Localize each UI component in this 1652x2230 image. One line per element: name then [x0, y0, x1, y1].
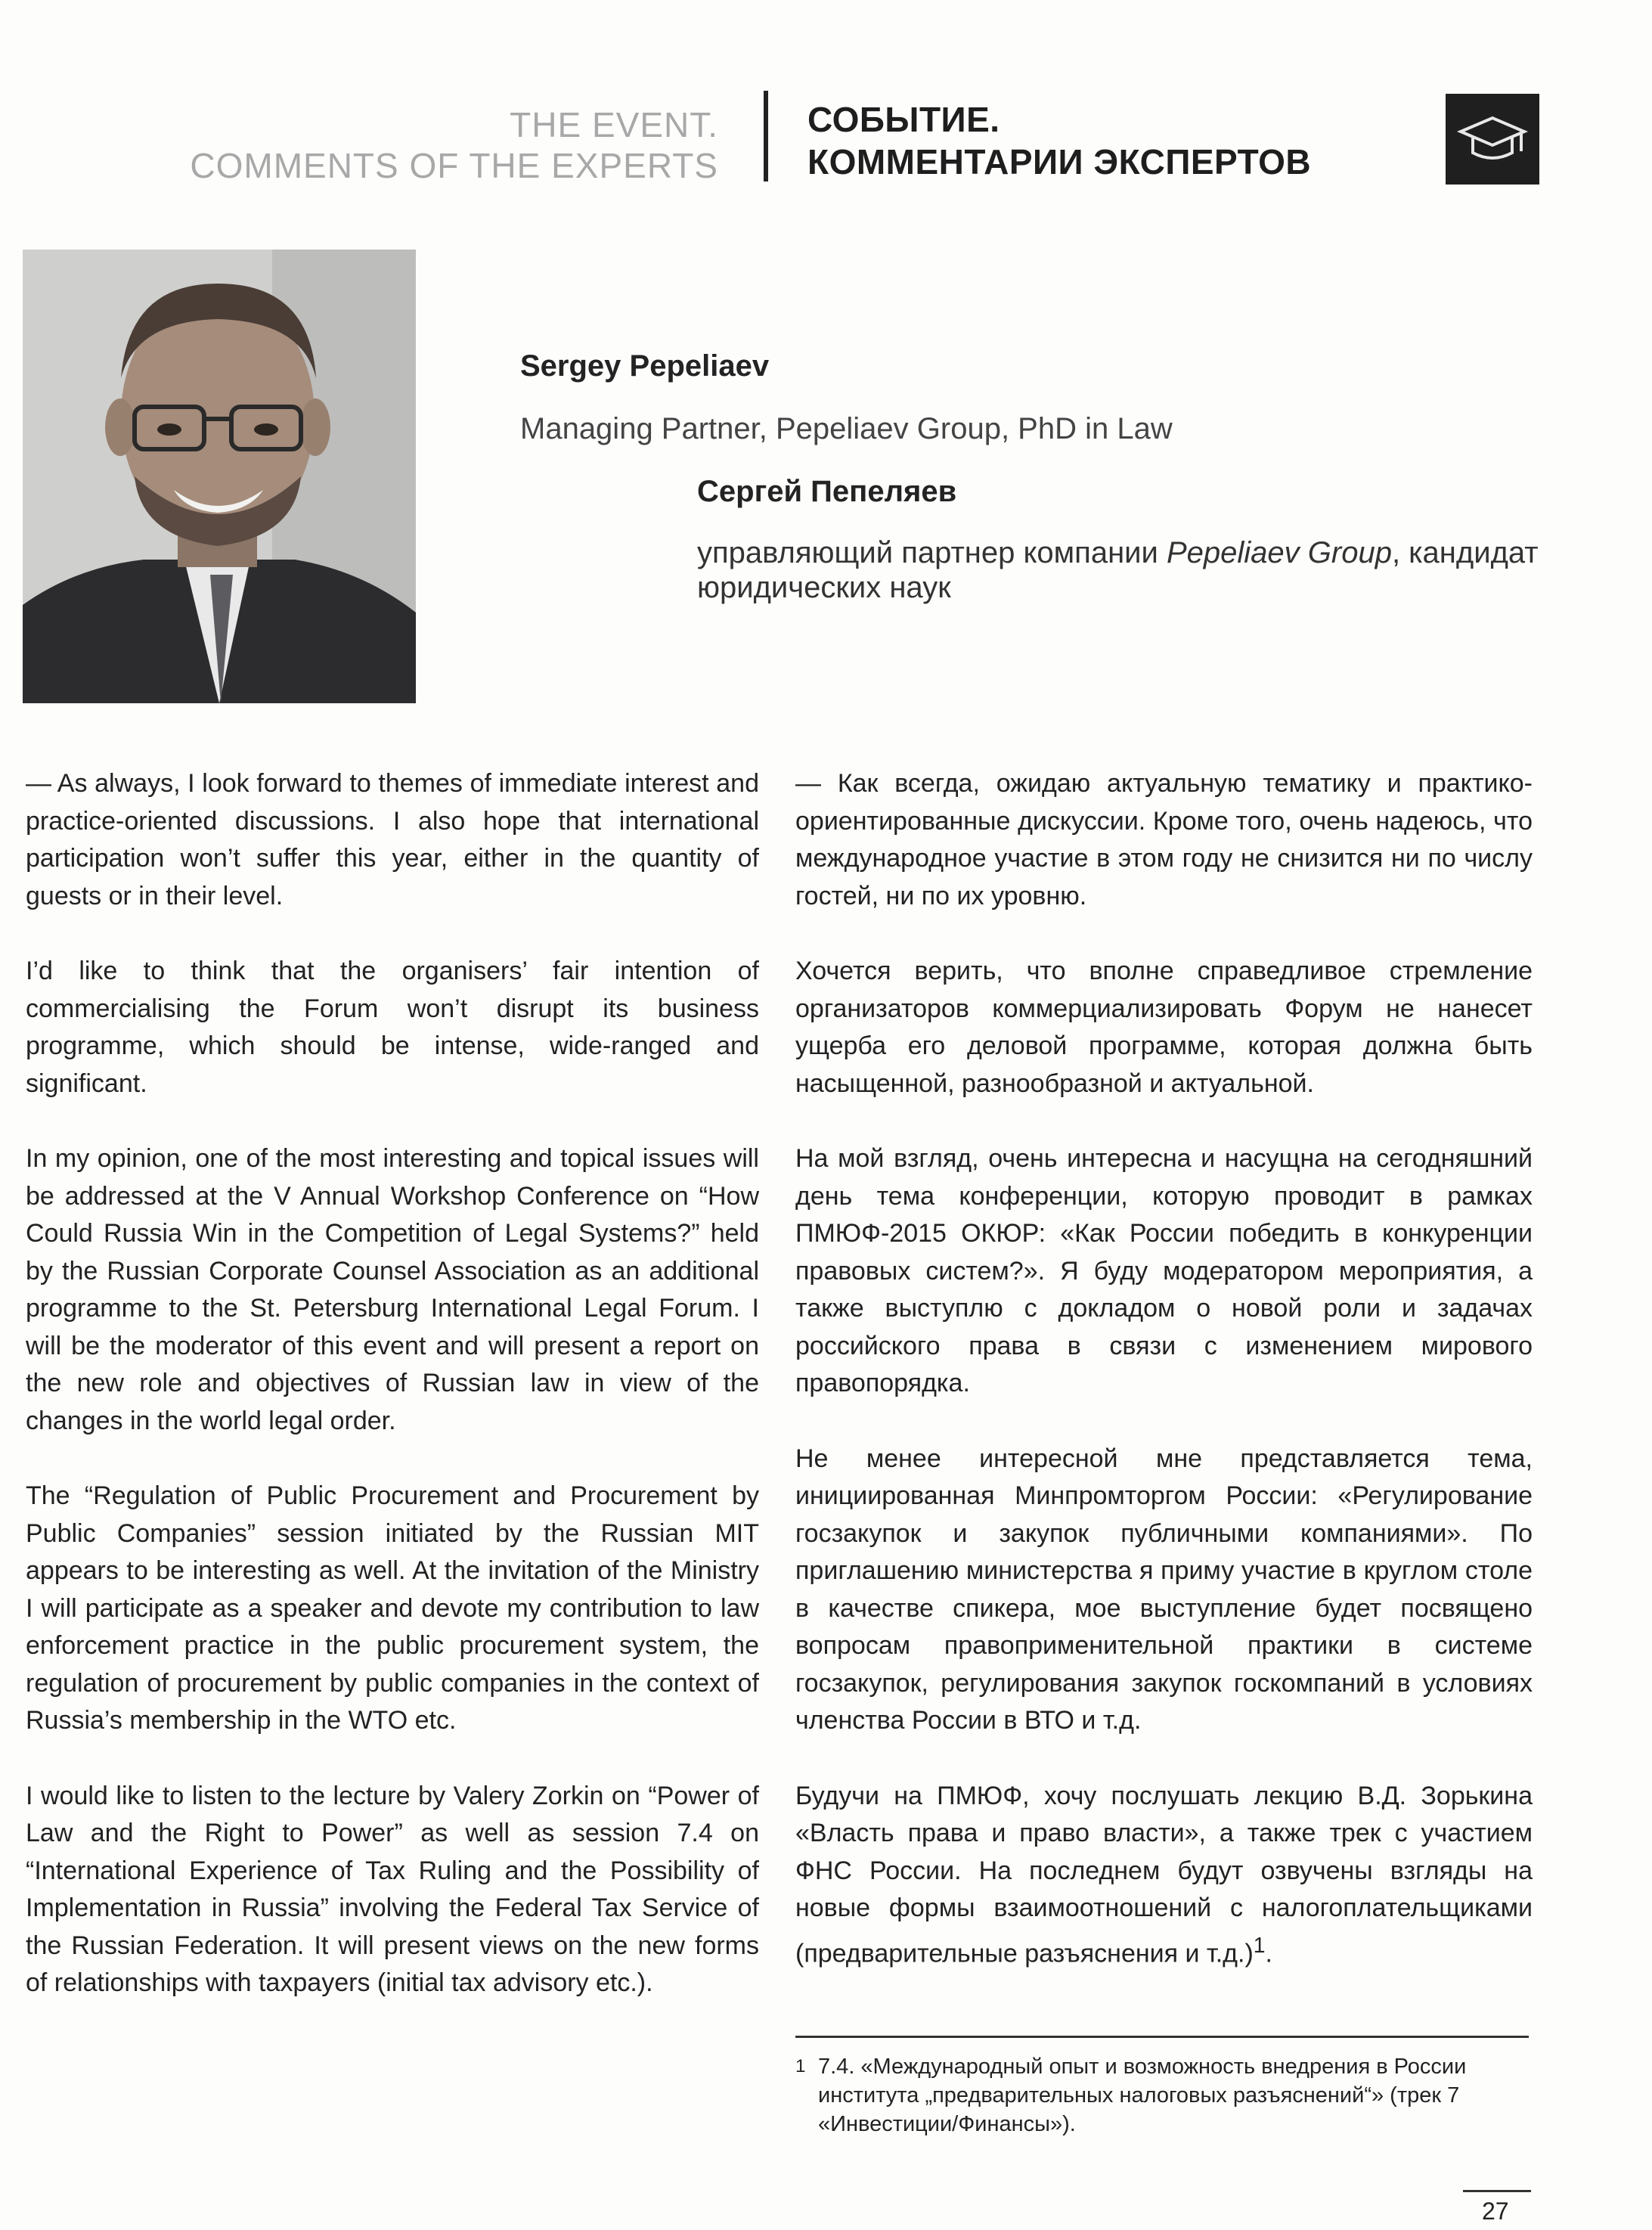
- section-title-en: [190, 104, 718, 186]
- article-column-en: [26, 765, 759, 2040]
- expert-role-ru-rest: , кандидат юридических наук: [697, 536, 1539, 604]
- footnote-reference: 1: [1253, 1933, 1266, 1958]
- portrait-photo: [23, 250, 416, 703]
- footnote-mark: 1: [795, 2056, 806, 2076]
- paragraph-ru: Не менее интересной мне представляется тема, инициированная Минпромторгом России: «Регулирование госзакупок и закупок публичными компаниями». По приглашению министерства я приму участие в круглом столе в качестве спикера, мое выступление будет посвящено вопросам правоприменительной практики в системе госзакупок, регулирования закупок госкомпаний в условиях членства России в ВТО и т.д.: [795, 1444, 1533, 1735]
- page-number: 27: [1482, 2197, 1509, 2225]
- paragraph-ru: — Как всегда, ожидаю актуальную тематику и практико-ориентированные дискуссии. Кроме того, очень надеюсь, что международное участие в этом году не снизится ни по числу гостей, ни по их уровню.: [795, 769, 1533, 910]
- footnote-text: 7.4. «Международный опыт и возможность внедрения в России института „предварительных налоговых разъяснений“» (трек 7 «Инвестиции/Финансы»).: [818, 2055, 1467, 2136]
- expert-role-en: Managing Partner, Pepeliaev Group, PhD in Law: [520, 412, 1173, 445]
- paragraph-en: I would like to listen to the lecture by Valery Zorkin on “Power of Law and the Right to Power” as well as session 7.4 on “International Experience of Tax Ruling and the Possibility of Implementation in Russia” involving the Federal Tax Service of the Russian Federation. It will present views on the new forms of relationships with taxpayers (initial tax advisory etc.).: [26, 1781, 759, 1997]
- section-title-en-line2: COMMENTS OF THE EXPERTS: [190, 146, 718, 185]
- expert-name-en: Sergey Pepeliaev: [520, 349, 770, 383]
- section-title-ru-line2: КОММЕНТАРИИ ЭКСПЕРТОВ: [807, 142, 1312, 181]
- expert-role-ru: [697, 535, 1551, 605]
- footnote: [795, 2052, 1529, 2139]
- paragraph-en: I’d like to think that the organisers’ fair intention of commercialising the Forum won’t disrupt its business programme, which should be intense, wide-ranged and significant.: [26, 957, 759, 1098]
- paragraph-ru: На мой взгляд, очень интересна и насущна на сегодняшний день тема конференции, которую проводит в рамках ПМЮФ-2015 ОКЮР: «Как России победить в конкуренции правовых систем?». Я буду модератором мероприятия, а также выступлю с докладом о новой роли и задачах российского права в связи с изменением мирового правопорядка.: [795, 1144, 1533, 1397]
- page-number-rule: [1463, 2190, 1531, 2192]
- paragraph-en: The “Regulation of Public Procurement and Procurement by Public Companies” session initiated by the Russian MIT appears to be interesting as well. At the invitation of the Ministry I will participate as a speaker and devote my contribution to law enforcement practice in the public procurement system, the regulation of procurement by public companies in the context of Russia’s membership in the WTO etc.: [26, 1481, 759, 1735]
- section-title-ru-line1: СОБЫТИЕ.: [807, 100, 1000, 139]
- article-column-ru: [795, 765, 1533, 2010]
- paragraph-ru-last: Будучи на ПМЮФ, хочу послушать лекцию В.Д. Зорькина «Власть права и право власти», а также трек с участием ФНС России. На последнем будут озвучены взгляды на новые формы взаимоотношений с налогоплательщиками (предварительные разъяснения и т.д.): [795, 1781, 1533, 1968]
- expert-company-ru: Pepeliaev Group: [1166, 536, 1392, 569]
- footnote-divider: [795, 2036, 1529, 2038]
- graduation-cap-icon: [1446, 94, 1539, 185]
- paragraph-en: — As always, I look forward to themes of immediate interest and practice-oriented discussions. I also hope that international participation won’t suffer this year, either in the quantity of guests or in their level.: [26, 769, 759, 910]
- paragraph-ru: Будучи на ПМЮФ, хочу послушать лекцию В.Д. Зорькина «Власть права и право власти», а также трек с участием ФНС России. На последнем будут озвучены взгляды на новые формы взаимоотношений с налогоплательщиками (предварительные разъяснения и т.д.)$^1$.: [795, 1781, 1533, 1968]
- section-title-ru: [807, 98, 1311, 183]
- expert-name-ru: Сергей Пепеляев: [697, 475, 957, 508]
- section-title-en-line1: THE EVENT.: [510, 105, 718, 144]
- expert-role-ru-text: управляющий партнер компании: [697, 536, 1167, 569]
- paragraph-en: In my opinion, one of the most interesting and topical issues will be addressed at the V Annual Workshop Conference on “How Could Russia Win in the Competition of Legal Systems?” held by the Russian Corporate Counsel Association as an additional programme to the St. Petersburg International Legal Forum. I will be the moderator of this event and will present a report on the new role and objectives of Russian law in view of the changes in the world legal order.: [26, 1144, 759, 1435]
- paragraph-ru: Хочется верить, что вполне справедливое стремление организаторов коммерциализировать Форум не нанесет ущерба его деловой программе, которая должна быть насыщенной, разнообразной и актуальной.: [795, 957, 1533, 1098]
- header-divider: [764, 91, 768, 181]
